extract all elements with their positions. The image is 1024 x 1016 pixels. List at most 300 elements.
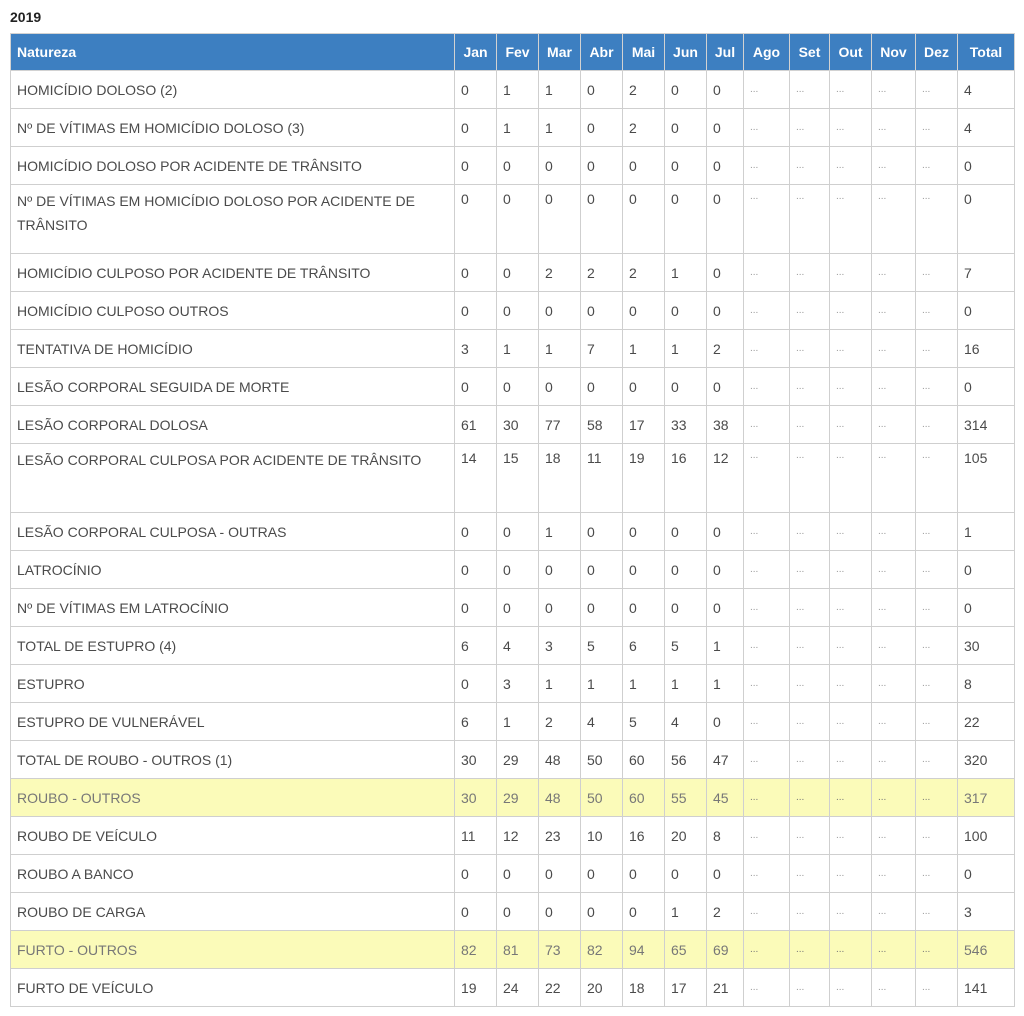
- value-cell-jul: 69: [707, 931, 744, 969]
- value-cell-out: ...: [830, 893, 872, 931]
- value-cell-fev: 15: [497, 444, 539, 513]
- value-cell-mai: 6: [623, 627, 665, 665]
- value-cell-total: 105: [958, 444, 1015, 513]
- row-natureza-cell: FURTO DE VEÍCULO: [11, 969, 455, 1007]
- value-cell-fev: 0: [497, 147, 539, 185]
- row-natureza-cell: FURTO - OUTROS: [11, 931, 455, 969]
- value-cell-out: ...: [830, 779, 872, 817]
- value-cell-abr: 0: [581, 368, 623, 406]
- value-cell-jul: 1: [707, 627, 744, 665]
- value-cell-abr: 50: [581, 741, 623, 779]
- value-cell-mai: 2: [623, 109, 665, 147]
- row-natureza-cell: LESÃO CORPORAL CULPOSA POR ACIDENTE DE TRÂNSITO: [11, 444, 455, 513]
- value-cell-fev: 1: [497, 330, 539, 368]
- value-cell-ago: ...: [744, 741, 790, 779]
- value-cell-dez: ...: [916, 893, 958, 931]
- value-cell-ago: ...: [744, 703, 790, 741]
- value-cell-jul: 0: [707, 589, 744, 627]
- value-cell-mar: 73: [539, 931, 581, 969]
- value-cell-out: ...: [830, 185, 872, 254]
- value-cell-mai: 0: [623, 551, 665, 589]
- value-cell-out: ...: [830, 292, 872, 330]
- value-cell-mar: 1: [539, 71, 581, 109]
- value-cell-ago: ...: [744, 368, 790, 406]
- value-cell-jan: 61: [455, 406, 497, 444]
- column-header-dez: Dez: [916, 34, 958, 71]
- value-cell-dez: ...: [916, 444, 958, 513]
- value-cell-total: 314: [958, 406, 1015, 444]
- column-header-mai: Mai: [623, 34, 665, 71]
- value-cell-fev: 0: [497, 368, 539, 406]
- value-cell-mar: 0: [539, 551, 581, 589]
- column-header-nov: Nov: [872, 34, 916, 71]
- value-cell-jun: 0: [665, 71, 707, 109]
- value-cell-abr: 4: [581, 703, 623, 741]
- table-row: [11, 741, 1015, 779]
- table-row: [11, 893, 1015, 931]
- value-cell-fev: 0: [497, 893, 539, 931]
- value-cell-out: ...: [830, 513, 872, 551]
- value-cell-nov: ...: [872, 368, 916, 406]
- value-cell-jun: 0: [665, 147, 707, 185]
- value-cell-ago: ...: [744, 589, 790, 627]
- value-cell-dez: ...: [916, 627, 958, 665]
- value-cell-ago: ...: [744, 71, 790, 109]
- year-heading: 2019: [10, 9, 42, 25]
- value-cell-jan: 0: [455, 292, 497, 330]
- row-natureza-cell: LATROCÍNIO: [11, 551, 455, 589]
- table-row: [11, 551, 1015, 589]
- value-cell-jun: 16: [665, 444, 707, 513]
- value-cell-set: ...: [790, 589, 830, 627]
- value-cell-jan: 6: [455, 703, 497, 741]
- value-cell-dez: ...: [916, 330, 958, 368]
- value-cell-dez: ...: [916, 147, 958, 185]
- value-cell-out: ...: [830, 969, 872, 1007]
- value-cell-total: 317: [958, 779, 1015, 817]
- value-cell-total: 0: [958, 185, 1015, 254]
- value-cell-mai: 0: [623, 855, 665, 893]
- value-cell-jun: 0: [665, 109, 707, 147]
- value-cell-set: ...: [790, 893, 830, 931]
- value-cell-nov: ...: [872, 551, 916, 589]
- value-cell-fev: 0: [497, 551, 539, 589]
- column-header-mar: Mar: [539, 34, 581, 71]
- row-natureza-cell: Nº DE VÍTIMAS EM HOMICÍDIO DOLOSO POR ACIDENTE DE TRÂNSITO: [11, 185, 455, 254]
- value-cell-jan: 11: [455, 817, 497, 855]
- value-cell-ago: ...: [744, 779, 790, 817]
- value-cell-ago: ...: [744, 254, 790, 292]
- value-cell-dez: ...: [916, 551, 958, 589]
- value-cell-jan: 0: [455, 513, 497, 551]
- value-cell-set: ...: [790, 665, 830, 703]
- value-cell-set: ...: [790, 779, 830, 817]
- value-cell-jan: 6: [455, 627, 497, 665]
- value-cell-dez: ...: [916, 292, 958, 330]
- value-cell-nov: ...: [872, 444, 916, 513]
- value-cell-fev: 1: [497, 109, 539, 147]
- value-cell-jul: 0: [707, 71, 744, 109]
- value-cell-nov: ...: [872, 109, 916, 147]
- value-cell-nov: ...: [872, 147, 916, 185]
- value-cell-fev: 12: [497, 817, 539, 855]
- value-cell-jul: 0: [707, 368, 744, 406]
- value-cell-mai: 0: [623, 893, 665, 931]
- value-cell-jan: 14: [455, 444, 497, 513]
- value-cell-out: ...: [830, 817, 872, 855]
- value-cell-abr: 1: [581, 665, 623, 703]
- value-cell-ago: ...: [744, 627, 790, 665]
- value-cell-mai: 1: [623, 665, 665, 703]
- value-cell-jan: 30: [455, 741, 497, 779]
- table-row: [11, 931, 1015, 969]
- value-cell-out: ...: [830, 703, 872, 741]
- value-cell-mai: 19: [623, 444, 665, 513]
- value-cell-mar: 22: [539, 969, 581, 1007]
- value-cell-ago: ...: [744, 109, 790, 147]
- value-cell-dez: ...: [916, 254, 958, 292]
- value-cell-abr: 10: [581, 817, 623, 855]
- value-cell-abr: 0: [581, 292, 623, 330]
- table-row: [11, 703, 1015, 741]
- crime-statistics-table: [10, 33, 1015, 1007]
- value-cell-jan: 30: [455, 779, 497, 817]
- value-cell-jan: 3: [455, 330, 497, 368]
- value-cell-out: ...: [830, 109, 872, 147]
- value-cell-nov: ...: [872, 893, 916, 931]
- value-cell-fev: 0: [497, 254, 539, 292]
- value-cell-jun: 33: [665, 406, 707, 444]
- value-cell-abr: 7: [581, 330, 623, 368]
- column-header-abr: Abr: [581, 34, 623, 71]
- column-header-jan: Jan: [455, 34, 497, 71]
- row-natureza-cell: ROUBO DE VEÍCULO: [11, 817, 455, 855]
- value-cell-ago: ...: [744, 931, 790, 969]
- value-cell-jan: 0: [455, 109, 497, 147]
- value-cell-jun: 0: [665, 368, 707, 406]
- value-cell-jun: 56: [665, 741, 707, 779]
- value-cell-mar: 77: [539, 406, 581, 444]
- table-row: [11, 969, 1015, 1007]
- value-cell-ago: ...: [744, 330, 790, 368]
- value-cell-set: ...: [790, 551, 830, 589]
- value-cell-nov: ...: [872, 665, 916, 703]
- value-cell-mar: 48: [539, 779, 581, 817]
- value-cell-dez: ...: [916, 185, 958, 254]
- value-cell-jun: 0: [665, 513, 707, 551]
- table-row: [11, 406, 1015, 444]
- value-cell-jul: 0: [707, 254, 744, 292]
- value-cell-total: 0: [958, 147, 1015, 185]
- value-cell-mar: 0: [539, 589, 581, 627]
- value-cell-mai: 0: [623, 185, 665, 254]
- value-cell-set: ...: [790, 185, 830, 254]
- row-natureza-cell: HOMICÍDIO CULPOSO POR ACIDENTE DE TRÂNSITO: [11, 254, 455, 292]
- value-cell-jul: 0: [707, 185, 744, 254]
- value-cell-total: 16: [958, 330, 1015, 368]
- row-natureza-cell: ESTUPRO DE VULNERÁVEL: [11, 703, 455, 741]
- value-cell-jun: 55: [665, 779, 707, 817]
- value-cell-fev: 0: [497, 855, 539, 893]
- value-cell-nov: ...: [872, 931, 916, 969]
- value-cell-abr: 0: [581, 71, 623, 109]
- table-body: [11, 71, 1015, 1007]
- value-cell-total: 320: [958, 741, 1015, 779]
- value-cell-fev: 4: [497, 627, 539, 665]
- row-natureza-cell: TENTATIVA DE HOMICÍDIO: [11, 330, 455, 368]
- value-cell-nov: ...: [872, 589, 916, 627]
- value-cell-jul: 0: [707, 109, 744, 147]
- value-cell-abr: 0: [581, 855, 623, 893]
- row-natureza-cell: HOMICÍDIO CULPOSO OUTROS: [11, 292, 455, 330]
- value-cell-nov: ...: [872, 254, 916, 292]
- table-row: [11, 330, 1015, 368]
- value-cell-nov: ...: [872, 71, 916, 109]
- value-cell-out: ...: [830, 71, 872, 109]
- value-cell-set: ...: [790, 71, 830, 109]
- value-cell-out: ...: [830, 368, 872, 406]
- value-cell-abr: 0: [581, 589, 623, 627]
- value-cell-jun: 1: [665, 254, 707, 292]
- value-cell-jan: 0: [455, 185, 497, 254]
- value-cell-set: ...: [790, 817, 830, 855]
- value-cell-jun: 0: [665, 292, 707, 330]
- column-header-jul: Jul: [707, 34, 744, 71]
- row-natureza-cell: Nº DE VÍTIMAS EM LATROCÍNIO: [11, 589, 455, 627]
- value-cell-set: ...: [790, 444, 830, 513]
- value-cell-mai: 1: [623, 330, 665, 368]
- value-cell-mai: 0: [623, 147, 665, 185]
- value-cell-mai: 94: [623, 931, 665, 969]
- value-cell-abr: 0: [581, 185, 623, 254]
- value-cell-jun: 1: [665, 665, 707, 703]
- value-cell-fev: 1: [497, 703, 539, 741]
- value-cell-dez: ...: [916, 513, 958, 551]
- value-cell-jun: 0: [665, 589, 707, 627]
- value-cell-set: ...: [790, 406, 830, 444]
- value-cell-total: 22: [958, 703, 1015, 741]
- value-cell-total: 141: [958, 969, 1015, 1007]
- value-cell-mai: 60: [623, 741, 665, 779]
- table-row: [11, 254, 1015, 292]
- value-cell-fev: 0: [497, 292, 539, 330]
- table-row: [11, 444, 1015, 513]
- value-cell-total: 8: [958, 665, 1015, 703]
- value-cell-ago: ...: [744, 893, 790, 931]
- column-header-set: Set: [790, 34, 830, 71]
- table-row: [11, 779, 1015, 817]
- table-row: [11, 147, 1015, 185]
- value-cell-jul: 0: [707, 855, 744, 893]
- row-natureza-cell: ROUBO A BANCO: [11, 855, 455, 893]
- value-cell-nov: ...: [872, 292, 916, 330]
- value-cell-abr: 2: [581, 254, 623, 292]
- table-row: [11, 368, 1015, 406]
- value-cell-total: 100: [958, 817, 1015, 855]
- value-cell-jun: 5: [665, 627, 707, 665]
- value-cell-jun: 4: [665, 703, 707, 741]
- value-cell-jul: 8: [707, 817, 744, 855]
- table-row: [11, 589, 1015, 627]
- value-cell-jul: 2: [707, 330, 744, 368]
- value-cell-fev: 3: [497, 665, 539, 703]
- value-cell-set: ...: [790, 292, 830, 330]
- value-cell-mar: 2: [539, 703, 581, 741]
- value-cell-mai: 0: [623, 292, 665, 330]
- value-cell-dez: ...: [916, 779, 958, 817]
- value-cell-mar: 48: [539, 741, 581, 779]
- value-cell-out: ...: [830, 147, 872, 185]
- value-cell-set: ...: [790, 254, 830, 292]
- row-natureza-cell: LESÃO CORPORAL CULPOSA - OUTRAS: [11, 513, 455, 551]
- value-cell-out: ...: [830, 330, 872, 368]
- column-header-out: Out: [830, 34, 872, 71]
- value-cell-fev: 24: [497, 969, 539, 1007]
- value-cell-mar: 2: [539, 254, 581, 292]
- value-cell-abr: 50: [581, 779, 623, 817]
- value-cell-nov: ...: [872, 855, 916, 893]
- value-cell-jun: 0: [665, 185, 707, 254]
- value-cell-dez: ...: [916, 406, 958, 444]
- value-cell-jul: 47: [707, 741, 744, 779]
- value-cell-dez: ...: [916, 931, 958, 969]
- value-cell-fev: 29: [497, 779, 539, 817]
- table-row: [11, 292, 1015, 330]
- value-cell-dez: ...: [916, 855, 958, 893]
- value-cell-jan: 0: [455, 893, 497, 931]
- value-cell-total: 0: [958, 551, 1015, 589]
- value-cell-abr: 0: [581, 147, 623, 185]
- value-cell-mar: 0: [539, 147, 581, 185]
- value-cell-fev: 0: [497, 589, 539, 627]
- value-cell-mar: 0: [539, 368, 581, 406]
- value-cell-jul: 1: [707, 665, 744, 703]
- value-cell-total: 3: [958, 893, 1015, 931]
- column-header-jun: Jun: [665, 34, 707, 71]
- value-cell-jan: 0: [455, 71, 497, 109]
- value-cell-total: 1: [958, 513, 1015, 551]
- value-cell-dez: ...: [916, 817, 958, 855]
- value-cell-dez: ...: [916, 703, 958, 741]
- value-cell-mar: 18: [539, 444, 581, 513]
- value-cell-jul: 0: [707, 703, 744, 741]
- value-cell-total: 0: [958, 292, 1015, 330]
- value-cell-mai: 60: [623, 779, 665, 817]
- value-cell-mar: 1: [539, 330, 581, 368]
- column-header-natureza: Natureza: [11, 34, 455, 71]
- value-cell-nov: ...: [872, 513, 916, 551]
- value-cell-abr: 0: [581, 893, 623, 931]
- value-cell-jun: 1: [665, 893, 707, 931]
- value-cell-out: ...: [830, 741, 872, 779]
- value-cell-jul: 21: [707, 969, 744, 1007]
- value-cell-nov: ...: [872, 703, 916, 741]
- value-cell-jun: 1: [665, 330, 707, 368]
- value-cell-out: ...: [830, 627, 872, 665]
- value-cell-total: 4: [958, 109, 1015, 147]
- row-natureza-cell: TOTAL DE ROUBO - OUTROS (1): [11, 741, 455, 779]
- value-cell-mai: 16: [623, 817, 665, 855]
- value-cell-out: ...: [830, 444, 872, 513]
- value-cell-ago: ...: [744, 513, 790, 551]
- value-cell-out: ...: [830, 551, 872, 589]
- row-natureza-cell: ROUBO - OUTROS: [11, 779, 455, 817]
- value-cell-set: ...: [790, 627, 830, 665]
- value-cell-set: ...: [790, 703, 830, 741]
- value-cell-mai: 0: [623, 589, 665, 627]
- value-cell-total: 4: [958, 71, 1015, 109]
- value-cell-mai: 18: [623, 969, 665, 1007]
- value-cell-set: ...: [790, 741, 830, 779]
- value-cell-fev: 0: [497, 513, 539, 551]
- value-cell-jun: 17: [665, 969, 707, 1007]
- value-cell-ago: ...: [744, 665, 790, 703]
- value-cell-nov: ...: [872, 627, 916, 665]
- value-cell-abr: 0: [581, 109, 623, 147]
- value-cell-jul: 2: [707, 893, 744, 931]
- value-cell-total: 0: [958, 589, 1015, 627]
- row-natureza-cell: Nº DE VÍTIMAS EM HOMICÍDIO DOLOSO (3): [11, 109, 455, 147]
- value-cell-abr: 5: [581, 627, 623, 665]
- value-cell-dez: ...: [916, 741, 958, 779]
- value-cell-jan: 0: [455, 254, 497, 292]
- value-cell-mai: 0: [623, 368, 665, 406]
- value-cell-mar: 23: [539, 817, 581, 855]
- value-cell-jan: 0: [455, 551, 497, 589]
- value-cell-jul: 0: [707, 292, 744, 330]
- value-cell-total: 0: [958, 368, 1015, 406]
- value-cell-nov: ...: [872, 406, 916, 444]
- column-header-fev: Fev: [497, 34, 539, 71]
- value-cell-set: ...: [790, 109, 830, 147]
- value-cell-mar: 3: [539, 627, 581, 665]
- value-cell-dez: ...: [916, 71, 958, 109]
- value-cell-jun: 0: [665, 551, 707, 589]
- value-cell-nov: ...: [872, 817, 916, 855]
- value-cell-jan: 19: [455, 969, 497, 1007]
- value-cell-mar: 0: [539, 893, 581, 931]
- table-row: [11, 185, 1015, 254]
- value-cell-ago: ...: [744, 551, 790, 589]
- table-header-row: [11, 34, 1015, 71]
- value-cell-nov: ...: [872, 741, 916, 779]
- value-cell-mai: 2: [623, 71, 665, 109]
- value-cell-jul: 0: [707, 513, 744, 551]
- value-cell-mai: 2: [623, 254, 665, 292]
- table-row: [11, 665, 1015, 703]
- value-cell-dez: ...: [916, 109, 958, 147]
- value-cell-ago: ...: [744, 406, 790, 444]
- value-cell-jan: 0: [455, 665, 497, 703]
- value-cell-ago: ...: [744, 855, 790, 893]
- value-cell-abr: 20: [581, 969, 623, 1007]
- value-cell-abr: 11: [581, 444, 623, 513]
- value-cell-ago: ...: [744, 969, 790, 1007]
- value-cell-jun: 0: [665, 855, 707, 893]
- table-row: [11, 71, 1015, 109]
- row-natureza-cell: HOMICÍDIO DOLOSO (2): [11, 71, 455, 109]
- value-cell-ago: ...: [744, 147, 790, 185]
- value-cell-nov: ...: [872, 185, 916, 254]
- column-header-ago: Ago: [744, 34, 790, 71]
- value-cell-mar: 1: [539, 665, 581, 703]
- value-cell-abr: 0: [581, 551, 623, 589]
- value-cell-fev: 29: [497, 741, 539, 779]
- value-cell-nov: ...: [872, 330, 916, 368]
- value-cell-out: ...: [830, 254, 872, 292]
- value-cell-dez: ...: [916, 589, 958, 627]
- value-cell-jul: 0: [707, 551, 744, 589]
